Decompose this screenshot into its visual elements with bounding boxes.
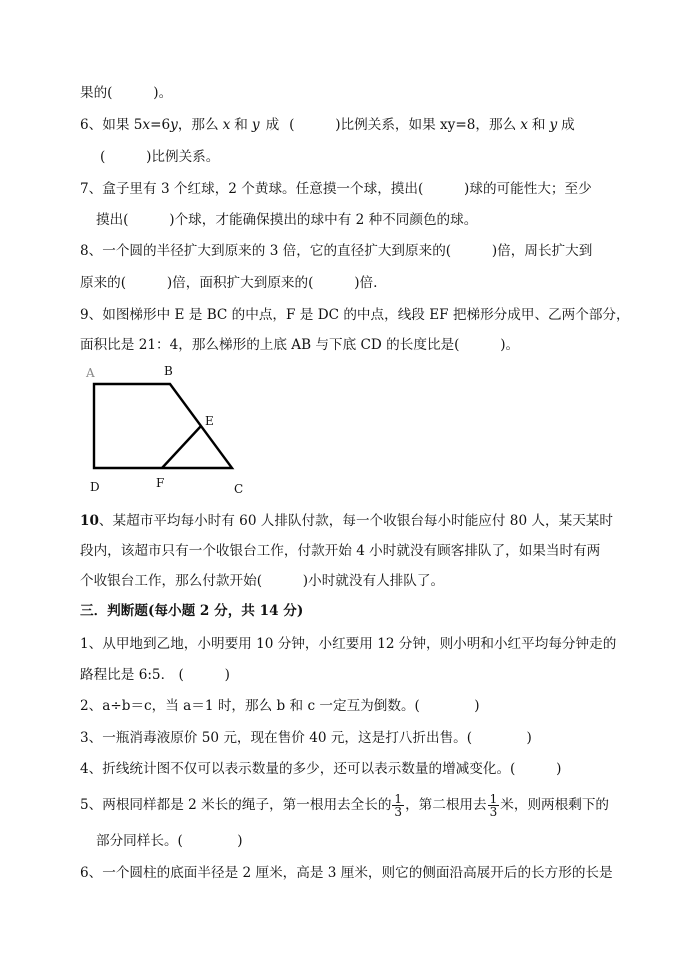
judge-5-line1 bbox=[80, 790, 609, 820]
q6-var-x3: x bbox=[520, 117, 528, 133]
trapezoid-diagram bbox=[80, 360, 250, 500]
label-c: C bbox=[234, 482, 244, 496]
q6-var-y3: y bbox=[549, 117, 558, 133]
question-8-line1: 8、一个圆的半径扩大到原来的 3 倍，它的直径扩大到原来的( )倍，周长扩大到 bbox=[80, 243, 593, 259]
judge-2: 2、a÷b＝c，当 a＝1 时，那么 b 和 c 一定互为倒数。( ) bbox=[80, 698, 480, 714]
label-b: B bbox=[164, 364, 173, 378]
question-6-line1 bbox=[80, 116, 575, 134]
question-9-line2: 面积比是 21：4，那么梯形的上底 AB 与下底 CD 的长度比是( )。 bbox=[80, 337, 520, 353]
q6-text-e: 成 bbox=[265, 117, 280, 133]
frac2-numerator: 1 bbox=[489, 792, 498, 806]
q6-var-x2: x bbox=[222, 117, 231, 133]
question-10-line1 bbox=[80, 512, 613, 530]
label-e: E bbox=[205, 414, 214, 428]
frac1-numerator: 1 bbox=[394, 792, 403, 806]
q6-var-y2: y bbox=[251, 117, 260, 133]
q6-text-f: ( )比例关系，如果 xy=8，那么 bbox=[289, 117, 517, 133]
judge-5-line2: 部分同样长。( ) bbox=[96, 833, 243, 849]
question-10-line2: 段内，该超市只有一个收银台工作，付款开始 4 小时就没有顾客排队了，如果当时有两 bbox=[80, 543, 601, 559]
q6-text-d: 和 bbox=[234, 117, 248, 133]
section-3-heading bbox=[80, 602, 303, 620]
frac1-denominator: 3 bbox=[394, 805, 403, 819]
label-d: D bbox=[90, 480, 100, 494]
segment-ef bbox=[162, 426, 201, 468]
fraction-one-third-1 bbox=[392, 793, 404, 818]
q10-text: 、某超市平均每小时有 60 人排队付款，每一个收银台每小时能应付 80 人，某天某时 bbox=[98, 513, 613, 529]
j5-text-b: ，第二根用去 bbox=[405, 797, 487, 813]
label-f: F bbox=[156, 476, 165, 490]
judge-6: 6、一个圆柱的底面半径是 2 厘米，高是 3 厘米，则它的侧面沿高展开后的长方形的长是 bbox=[80, 865, 613, 881]
q10-number: 10 bbox=[80, 513, 99, 529]
question-7-line2: 摸出( )个球，才能确保摸出的球中有 2 种不同颜色的球。 bbox=[96, 212, 478, 228]
frac2-denominator: 3 bbox=[489, 805, 498, 819]
q6-var-x: x bbox=[142, 117, 151, 133]
q6-text-a: 如果 5 bbox=[102, 117, 143, 133]
judge-1-line1: 1、从甲地到乙地，小明要用 10 分钟，小红要用 12 分钟，则小明和小红平均每分钟走的 bbox=[80, 636, 617, 652]
section-3-note: (每小题 2 分，共 14 分) bbox=[147, 603, 304, 619]
j5-text-a: 5、两根同样都是 2 米长的绳子，第一根用去全长的 bbox=[80, 797, 392, 813]
q6-text-g: 和 bbox=[531, 117, 546, 133]
q6-var-y: y bbox=[170, 117, 178, 133]
judge-3: 3、一瓶消毒液原价 50 元，现在售价 40 元，这是打八折出售。( ) bbox=[80, 730, 532, 746]
q6-number: 6、 bbox=[80, 117, 103, 133]
question-6-line2: ( )比例关系。 bbox=[100, 149, 220, 165]
judge-4: 4、折线统计图不仅可以表示数量的多少，还可以表示数量的增减变化。( ) bbox=[80, 761, 562, 777]
q5-tail: 果的( )。 bbox=[80, 85, 173, 101]
question-10-line3: 个收银台工作，那么付款开始( )小时就没有人排队了。 bbox=[80, 573, 445, 589]
judge-1-line2: 路程比是 6:5． ( ) bbox=[80, 667, 230, 683]
section-3-title: 三．判断题 bbox=[80, 603, 148, 619]
question-8-line2: 原来的( )倍，面积扩大到原来的( )倍. bbox=[80, 275, 378, 291]
label-a: A bbox=[86, 366, 95, 380]
fraction-one-third-2 bbox=[488, 793, 500, 818]
q6-text-b: =6 bbox=[150, 117, 171, 133]
trapezoid-figure bbox=[80, 360, 250, 500]
question-7-line1: 7、盒子里有 3 个红球，2 个黄球。任意摸一个球，摸出( )球的可能性大；至少 bbox=[80, 181, 592, 197]
q6-text-c: ，那么 bbox=[177, 117, 219, 133]
question-9-line1: 9、如图梯形中 E 是 BC 的中点，F 是 DC 的中点，线段 EF 把梯形分成甲、乙两个部分， bbox=[80, 307, 630, 323]
j5-text-c: 米，则两根剩下的 bbox=[500, 797, 610, 813]
q6-text-h: 成 bbox=[561, 117, 575, 133]
